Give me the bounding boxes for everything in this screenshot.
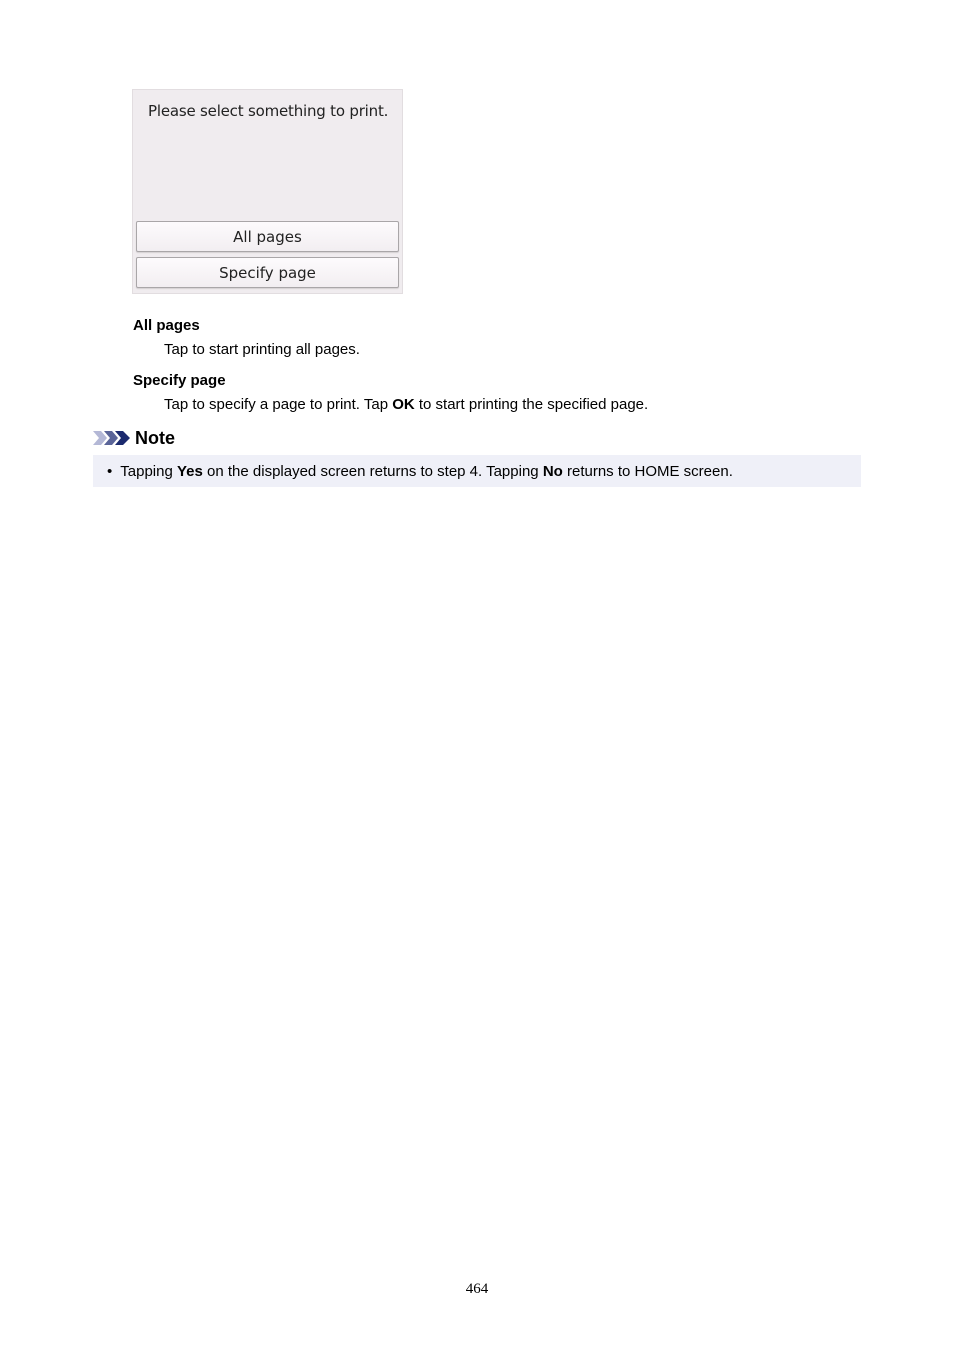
- note-yes: Yes: [176, 462, 203, 480]
- desc-specify-ok: OK: [392, 396, 415, 413]
- note-bullet: •: [107, 462, 113, 480]
- note-box: [93, 455, 861, 487]
- term-specify-page: Specify page: [133, 372, 226, 389]
- note-no: No: [542, 462, 563, 480]
- term-all-pages: All pages: [133, 317, 200, 334]
- note-header: [93, 427, 175, 449]
- page-number: 464: [465, 1281, 489, 1297]
- note-title: Note: [135, 427, 175, 448]
- note-part1: Tapping: [120, 462, 177, 480]
- note-chevrons-icon: [93, 430, 131, 446]
- desc-specify-page: [164, 396, 648, 413]
- note-part3: returns to HOME screen.: [562, 462, 733, 480]
- specify-page-button[interactable]: Specify page: [136, 257, 399, 288]
- desc-all-pages: Tap to start printing all pages.: [164, 341, 360, 358]
- note-text: [120, 463, 733, 480]
- screen-message: Please select something to print.: [148, 102, 389, 120]
- desc-specify-part2: to start printing the specified page.: [414, 396, 649, 413]
- note-part2: on the displayed screen returns to step 4. Tapping: [202, 462, 543, 480]
- printer-screen: [132, 89, 403, 294]
- desc-specify-part1: Tap to specify a page to print. Tap: [164, 396, 393, 413]
- all-pages-button[interactable]: All pages: [136, 221, 399, 252]
